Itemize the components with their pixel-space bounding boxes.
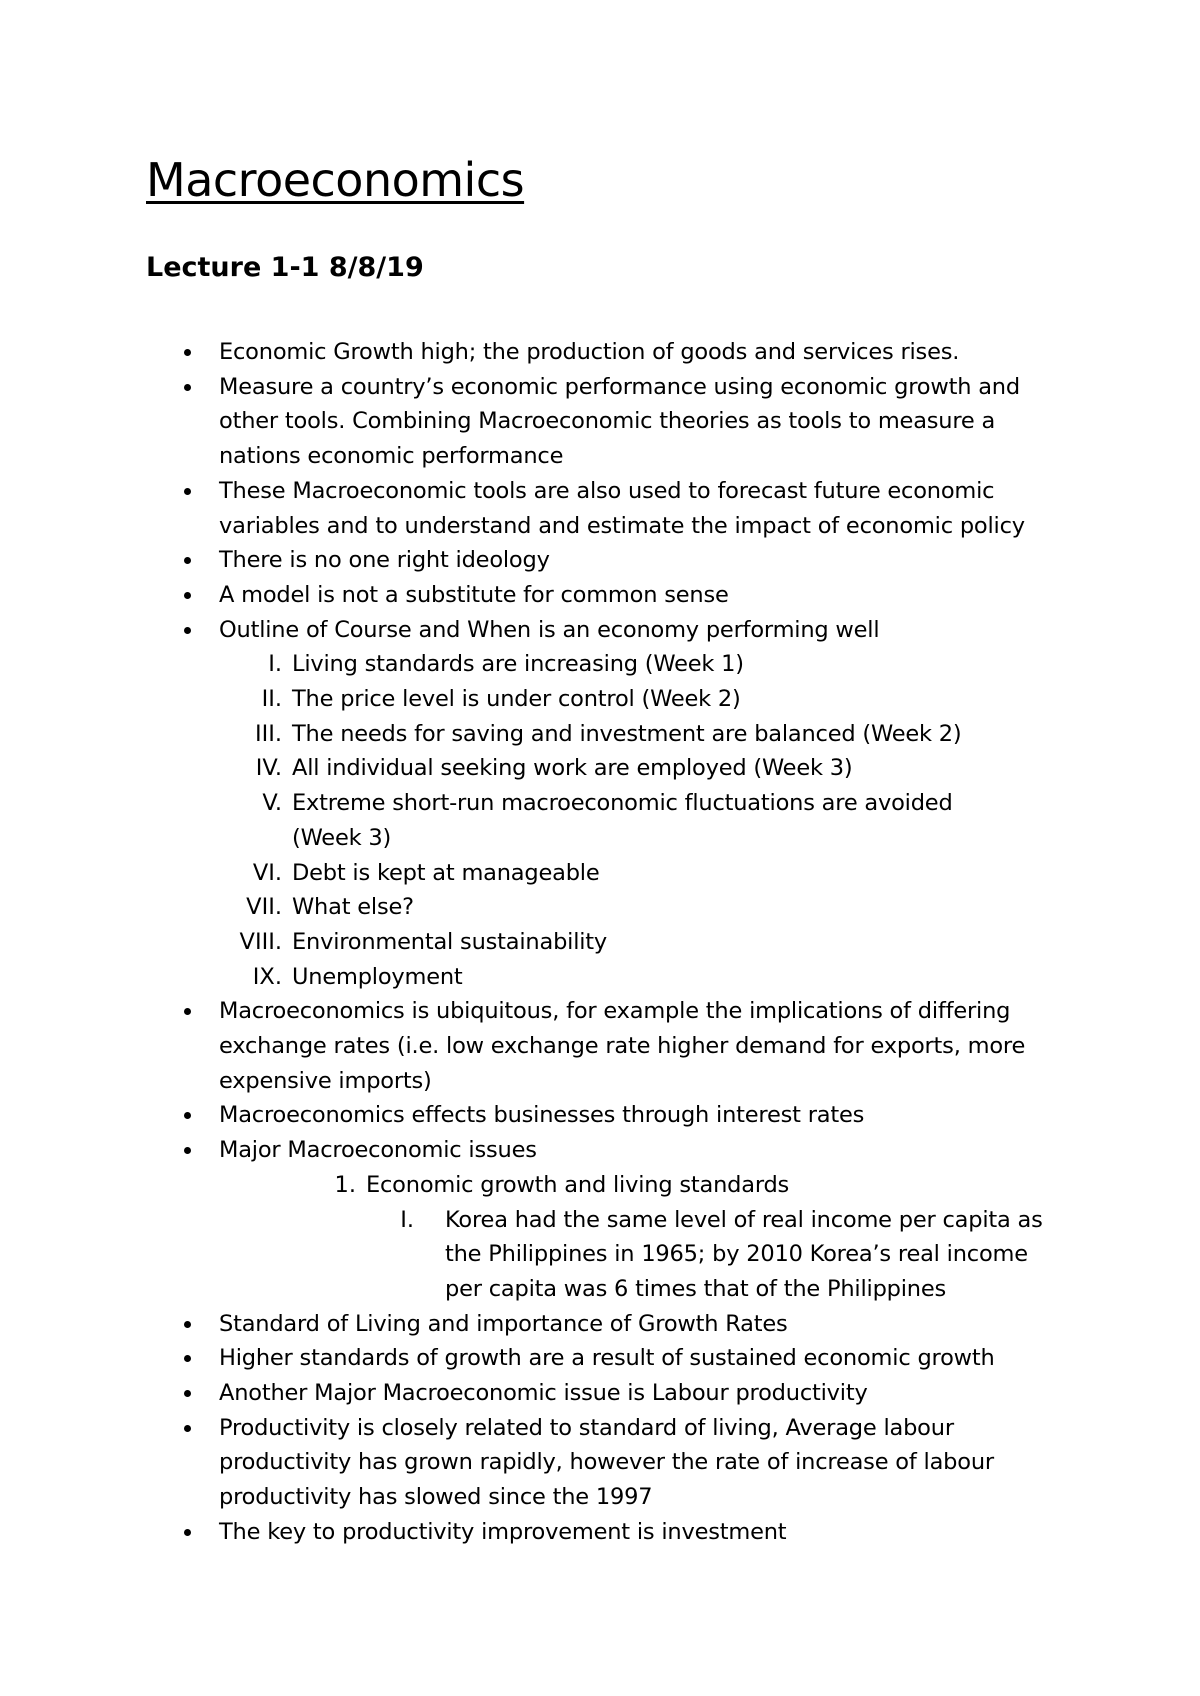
- document-title: Macroeconomics: [146, 153, 525, 207]
- bullet-text: Another Major Macroeconomic issue is Labour productivity: [219, 1380, 868, 1406]
- bullet-text: Macroeconomics is ubiquitous, for example the implications of differing: [219, 998, 1011, 1025]
- list-numeral: VI.: [252, 859, 282, 886]
- list-numeral: V.: [262, 790, 282, 817]
- bullet-marker: [184, 627, 191, 634]
- major-issue-detail: the Philippines in 1965; by 2010 Korea’s real income: [445, 1241, 1028, 1268]
- bullet-text: Economic Growth high; the production of goods and services rises.: [219, 339, 960, 365]
- bullet-text: There is no one right ideology: [219, 547, 550, 574]
- outline-item-text: Extreme short-run macroeconomic fluctuations are avoided: [292, 790, 953, 817]
- bullet-marker: [184, 557, 191, 564]
- bullet-text: Standard of Living and importance of Growth Rates: [219, 1310, 788, 1337]
- bullet-text: Outline of Course and When is an economy performing well: [219, 616, 880, 643]
- bullet-text: productivity has grown rapidly, however the rate of increase of labour: [219, 1449, 994, 1476]
- list-numeral: II.: [261, 686, 282, 712]
- outline-item-text: Living standards are increasing (Week 1): [292, 651, 744, 678]
- list-numeral: IX.: [252, 963, 282, 990]
- bullet-text: Major Macroeconomic issues: [219, 1137, 537, 1164]
- bullet-text: other tools. Combining Macroeconomic theories as tools to measure a: [219, 408, 996, 435]
- lecture-heading: Lecture 1-1 8/8/19: [146, 252, 424, 283]
- bullet-text: Measure a country’s economic performance using economic growth and: [219, 373, 1020, 400]
- bullet-marker: [184, 1008, 191, 1015]
- list-numeral: 1.: [334, 1171, 356, 1198]
- bullet-marker: [184, 1390, 191, 1397]
- list-numeral: VIII.: [239, 928, 282, 955]
- outline-item-text: Unemployment: [292, 963, 463, 990]
- major-issue-detail: per capita was 6 times that of the Philippines: [445, 1275, 947, 1302]
- outline-item-text: What else?: [292, 894, 414, 921]
- bullet-marker: [184, 1425, 191, 1432]
- outline-item-text: The needs for saving and investment are balanced (Week 2): [292, 720, 962, 747]
- list-numeral: I.: [268, 651, 282, 678]
- bullet-marker: [184, 1529, 191, 1536]
- major-issue-text: Economic growth and living standards: [366, 1171, 790, 1198]
- outline-item-text: All individual seeking work are employed (Week 3): [292, 755, 853, 782]
- bullet-marker: [184, 1355, 191, 1362]
- major-issue-detail: Korea had the same level of real income per capita as: [445, 1206, 1043, 1233]
- bullet-marker: [184, 488, 191, 495]
- bullet-marker: [184, 592, 191, 599]
- list-numeral: VII.: [246, 894, 282, 921]
- bullet-text: Macroeconomics effects businesses through interest rates: [219, 1102, 865, 1129]
- bullet-marker: [184, 349, 191, 356]
- bullet-text: These Macroeconomic tools are also used to forecast future economic: [219, 477, 995, 504]
- bullet-text: variables and to understand and estimate the impact of economic policy: [219, 512, 1025, 539]
- outline-item-text: Debt is kept at manageable: [292, 859, 600, 886]
- bullet-marker: [184, 1321, 191, 1328]
- bullet-marker: [184, 1147, 191, 1154]
- bullet-text: A model is not a substitute for common sense: [219, 581, 729, 608]
- bullet-marker: [184, 1112, 191, 1119]
- outline-item-text: The price level is under control (Week 2): [292, 686, 741, 712]
- list-numeral: III.: [254, 720, 282, 747]
- bullet-text: productivity has slowed since the 1997: [219, 1484, 653, 1511]
- list-numeral: I.: [400, 1206, 414, 1233]
- outline-item-text: Environmental sustainability: [292, 928, 608, 955]
- bullet-text: nations economic performance: [219, 443, 564, 470]
- bullet-text: The key to productivity improvement is investment: [219, 1518, 787, 1545]
- list-numeral: IV.: [255, 755, 282, 782]
- bullet-text: exchange rates (i.e. low exchange rate higher demand for exports, more: [219, 1033, 1026, 1059]
- bullet-text: Productivity is closely related to standard of living, Average labour: [219, 1414, 954, 1441]
- outline-item-text: (Week 3): [292, 824, 392, 851]
- bullet-text: Higher standards of growth are a result of sustained economic growth: [219, 1345, 995, 1372]
- bullet-text: expensive imports): [219, 1067, 432, 1094]
- bullet-marker: [184, 384, 191, 391]
